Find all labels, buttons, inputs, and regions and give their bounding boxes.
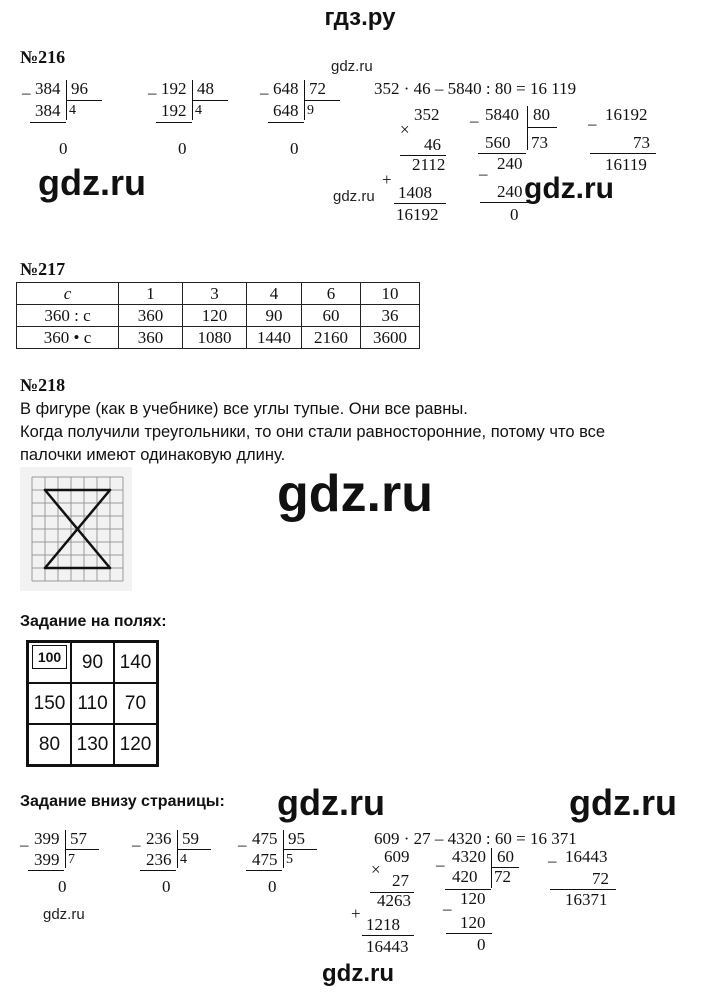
subtrahend: 384 <box>35 101 61 120</box>
table-cell: 4 <box>247 283 302 305</box>
remainder-1: 120 <box>460 889 486 908</box>
grid-cell-value: 100 <box>32 645 67 669</box>
remainder: 0 <box>162 877 171 896</box>
dividend: 399 <box>34 829 60 848</box>
watermark-small: gdz.ru <box>333 188 375 205</box>
table-cell: 3600 <box>361 327 420 349</box>
table-cell: 360 : c <box>17 305 119 327</box>
minus-sign: – <box>238 835 247 854</box>
table-cell: 60 <box>302 305 361 327</box>
difference: 16119 <box>605 155 647 174</box>
table-cell: 1080 <box>183 327 247 349</box>
quotient: 5 <box>286 852 293 867</box>
dividend: 4320 <box>452 847 486 866</box>
minuend: 16443 <box>565 847 608 866</box>
quotient: 4 <box>69 103 76 118</box>
remainder: 0 <box>510 205 519 224</box>
table-row <box>17 305 420 327</box>
table-cell: 120 <box>183 305 247 327</box>
difference: 16371 <box>565 890 608 909</box>
subtrahend: 73 <box>633 133 650 152</box>
watermark-small: gdz.ru <box>331 58 373 75</box>
grid-cell: 80 <box>28 724 72 766</box>
table-cell: 1 <box>119 283 183 305</box>
watermark-large: gdz.ru <box>277 465 433 523</box>
subtrahend: 475 <box>252 850 278 869</box>
dividend: 236 <box>146 829 172 848</box>
table-cell: 360 • c <box>17 327 119 349</box>
subtrahend: 72 <box>592 869 609 888</box>
minus-sign: – <box>436 855 445 874</box>
quotient: 9 <box>307 103 314 118</box>
dividend: 192 <box>161 79 187 98</box>
remainder-1: 240 <box>497 154 523 173</box>
grid-cell: 140 <box>114 642 158 684</box>
grid-cell: 150 <box>28 683 72 724</box>
product: 16192 <box>396 205 439 224</box>
bottom-task-title: Задание внизу страницы: <box>20 793 225 810</box>
factor-b: 46 <box>424 135 441 154</box>
minus-sign: – <box>588 114 597 133</box>
grid-cell: 70 <box>114 683 158 724</box>
remainder: 0 <box>268 877 277 896</box>
subtrahend-1: 560 <box>485 133 511 152</box>
subtrahend: 236 <box>146 850 172 869</box>
table-cell: 6 <box>302 283 361 305</box>
minus-sign: – <box>22 83 31 102</box>
minus-sign: – <box>132 835 141 854</box>
remainder: 0 <box>178 139 187 158</box>
task-218-text-line1: В фигуре (как в учебнике) все углы тупые. Они все равны. <box>20 400 468 418</box>
divisor: 59 <box>182 829 199 848</box>
divisor: 95 <box>288 829 305 848</box>
quotient: 4 <box>180 852 187 867</box>
dividend: 475 <box>252 829 278 848</box>
watermark-large: gdz.ru <box>524 172 614 205</box>
task-218-title: №218 <box>20 375 66 395</box>
partial-1: 4263 <box>377 891 411 910</box>
table-cell: 10 <box>361 283 420 305</box>
table-row <box>17 327 420 349</box>
table-cell: 90 <box>247 305 302 327</box>
table-cell: 360 <box>119 305 183 327</box>
grid-cell: 90 <box>71 642 114 684</box>
dividend: 384 <box>35 79 61 98</box>
watermark-large: gdz.ru <box>569 782 677 823</box>
table-cell: 3 <box>183 283 247 305</box>
partial-2: 1408 <box>398 183 432 202</box>
minus-sign: – <box>548 851 557 870</box>
quotient: 73 <box>531 133 548 152</box>
magic-square-grid <box>26 640 159 767</box>
watermark-large: gdz.ru <box>38 162 146 203</box>
plus-sign: + <box>382 170 392 189</box>
table-cell: 2160 <box>302 327 361 349</box>
task-218-text-line3: палочки имеют одинаковую длину. <box>20 446 286 464</box>
minus-sign: – <box>260 83 269 102</box>
subtrahend-2: 240 <box>497 182 523 201</box>
subtrahend: 648 <box>273 101 299 120</box>
remainder: 0 <box>59 139 68 158</box>
table-cell: c <box>17 283 119 305</box>
watermark-large: gdz.ru <box>277 782 385 823</box>
factor-b: 27 <box>392 871 409 890</box>
factor-a: 352 <box>414 105 440 124</box>
minus-sign: – <box>479 164 488 183</box>
minuend: 16192 <box>605 105 648 124</box>
grid-row <box>28 642 158 684</box>
partial-2: 1218 <box>366 915 400 934</box>
minus-sign: – <box>20 835 29 854</box>
grid-row <box>28 724 158 766</box>
remainder: 0 <box>290 139 299 158</box>
minus-sign: – <box>470 111 479 130</box>
plus-sign: + <box>351 904 361 923</box>
task-217-title: №217 <box>20 259 66 279</box>
minus-sign: – <box>148 83 157 102</box>
divisor: 80 <box>533 105 550 124</box>
times-sign: × <box>371 860 381 879</box>
dividend: 648 <box>273 79 299 98</box>
task-216-title: №216 <box>20 47 66 67</box>
divisor: 60 <box>497 847 514 866</box>
task-218-text-line2: Когда получили треугольники, то они стали равносторонние, потому что все <box>20 423 606 441</box>
subtrahend: 399 <box>34 850 60 869</box>
table-cell: 360 <box>119 327 183 349</box>
product: 16443 <box>366 937 409 956</box>
partial-1: 2112 <box>412 155 446 174</box>
table-row <box>17 283 420 305</box>
expression-bottom: 609 · 27 – 4320 : 60 = 16 371 <box>374 829 577 848</box>
grid-cell: 110 <box>71 683 114 724</box>
margin-task-title: Задание на полях: <box>20 613 167 630</box>
hourglass-figure <box>20 467 132 591</box>
grid-cell: 130 <box>71 724 114 766</box>
table-217 <box>16 282 420 349</box>
divisor: 72 <box>309 79 326 98</box>
subtrahend-1: 420 <box>452 867 478 886</box>
grid-row <box>28 683 158 724</box>
watermark-small: gdz.ru <box>43 906 85 923</box>
quotient: 72 <box>494 867 511 886</box>
divisor: 48 <box>197 79 214 98</box>
remainder: 0 <box>477 935 486 954</box>
quotient: 4 <box>195 103 202 118</box>
grid-cell: 120 <box>114 724 158 766</box>
times-sign: × <box>400 120 410 139</box>
table-cell: 1440 <box>247 327 302 349</box>
divisor: 96 <box>71 79 88 98</box>
quotient: 7 <box>68 852 75 867</box>
subtrahend: 192 <box>161 101 187 120</box>
expression-216: 352 · 46 – 5840 : 80 = 16 119 <box>374 79 577 98</box>
factor-a: 609 <box>384 847 410 866</box>
watermark-footer: gdz.ru <box>322 960 394 987</box>
minus-sign: – <box>443 899 452 918</box>
remainder: 0 <box>58 877 67 896</box>
dividend: 5840 <box>485 105 519 124</box>
site-header: гдз.ру <box>324 4 396 31</box>
grid-cell <box>28 642 72 684</box>
divisor: 57 <box>70 829 87 848</box>
subtrahend-2: 120 <box>460 913 486 932</box>
table-cell: 36 <box>361 305 420 327</box>
